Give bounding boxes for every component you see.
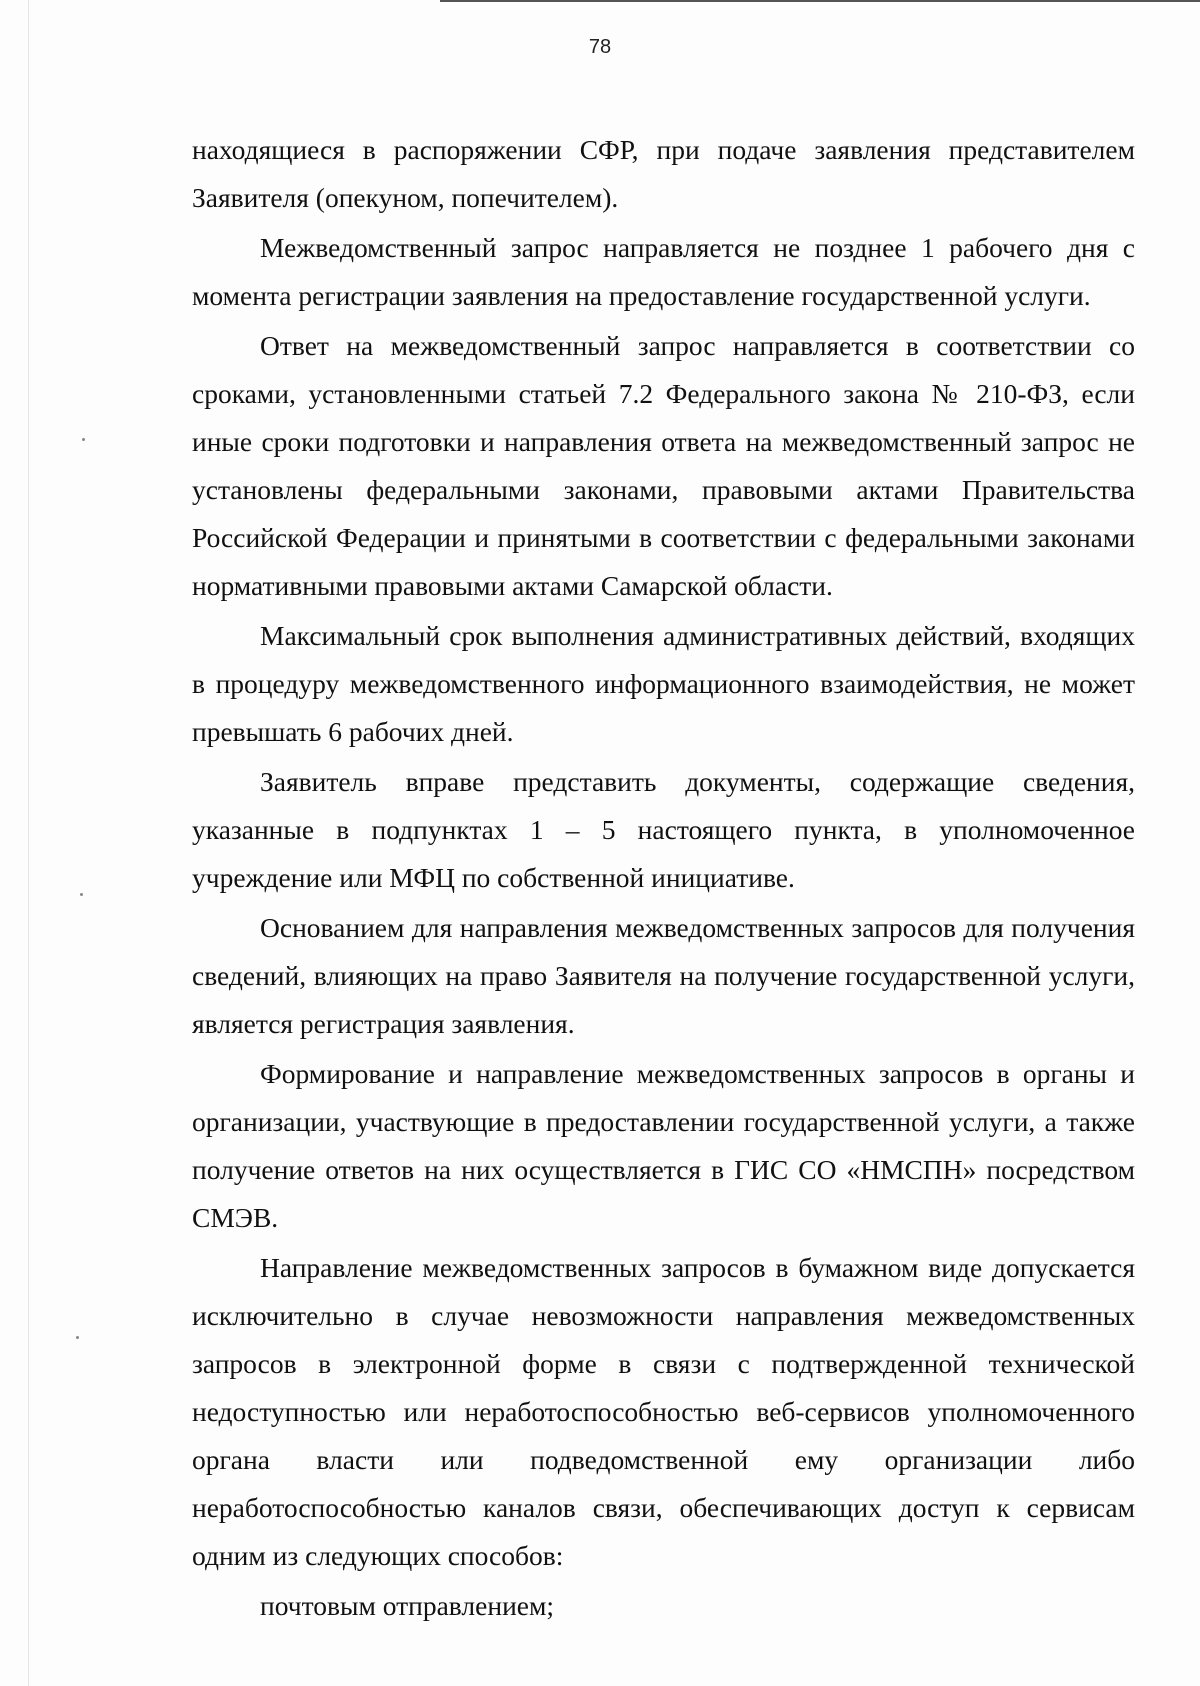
paragraph: Межведомственный запрос направляется не позднее 1 рабочего дня с момента регистрации заявления на предоставление государственной услуги. xyxy=(192,232,1135,311)
paragraph: Основанием для направления межведомственных запросов для получения сведений, влияющих на право Заявителя на получение государственной услуги, является регистрация заявления. xyxy=(192,912,1135,1039)
paragraph: Формирование и направление межведомственных запросов в органы и организации, участвующие в предоставлении государственной услуги, а также получение ответов на них осуществляется в ГИС СО «НМСПН» посредством СМЭВ. xyxy=(192,1058,1135,1233)
document-body xyxy=(192,126,1135,1632)
paragraph: Заявитель вправе представить документы, содержащие сведения, указанные в подпунктах 1 – 5 настоящего пункта, в уполномоченное учреждение или МФЦ по собственной инициативе. xyxy=(192,766,1135,893)
scan-speck xyxy=(76,1336,79,1339)
scan-left-edge xyxy=(28,0,29,1686)
scan-speck xyxy=(82,438,85,441)
scan-top-edge xyxy=(440,0,1200,2)
paragraph: Направление межведомственных запросов в бумажном виде допускается исключительно в случае невозможности направления межведомственных запросов в электронной форме в связи с подтвержденной технической недоступностью или неработоспособностью веб-сервисов уполномоченного органа власти или подведомственной ему организации либо неработоспособностью каналов связи, обеспечивающих доступ к сервисам одним из следующих способов: xyxy=(192,1252,1135,1571)
paragraph-continuation: находящиеся в распоряжении СФР, при подаче заявления представителем Заявителя (опекуном, попечителем). xyxy=(192,134,1135,213)
list-item: почтовым отправлением; xyxy=(260,1590,555,1621)
paragraph: Максимальный срок выполнения административных действий, входящих в процедуру межведомственного информационного взаимодействия, не может превышать 6 рабочих дней. xyxy=(192,620,1135,747)
scan-speck xyxy=(80,893,83,896)
page-number: 78 xyxy=(588,36,612,58)
paragraph: Ответ на межведомственный запрос направляется в соответствии со сроками, установленными статьей 7.2 Федерального закона № 210-ФЗ, если иные сроки подготовки и направления ответа на межведомственный запрос не установлены федеральными законами, правовыми актами Правительства Российской Федерации и принятыми в соответствии с федеральными законами нормативными правовыми актами Самарской области. xyxy=(192,330,1135,601)
